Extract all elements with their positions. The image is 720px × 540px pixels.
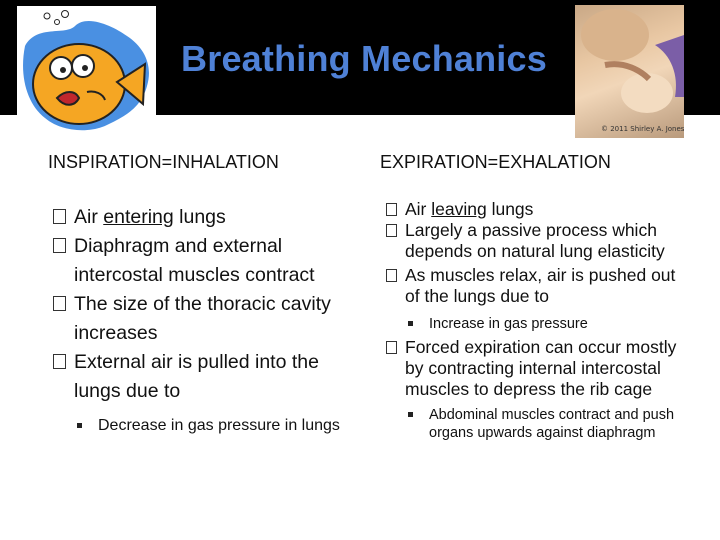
square-bullet-icon	[408, 321, 413, 326]
item-text: Forced expiration can occur mostly by contracting internal intercostal muscles to depress the rib cage	[405, 337, 677, 399]
item-text: Diaphragm and external intercostal muscles contract	[74, 235, 315, 286]
expiration-heading: EXPIRATION=EXHALATION	[380, 152, 611, 172]
fish-drawing	[17, 6, 156, 140]
square-bullet-icon	[408, 412, 413, 417]
sub-list-item	[405, 315, 690, 333]
checkbox-bullet-icon	[53, 209, 66, 224]
sub-list-item	[405, 406, 690, 442]
item-text: lungs	[486, 199, 534, 219]
slide-title: Breathing Mechanics	[181, 38, 547, 79]
expiration-list	[385, 199, 690, 442]
sub-item-text: Decrease in gas pressure in lungs	[98, 417, 340, 434]
item-text-underlined: leaving	[431, 199, 487, 219]
cpr-photo-drawing	[575, 5, 684, 138]
list-item	[385, 337, 690, 400]
inspiration-list	[52, 203, 342, 438]
list-item	[385, 199, 690, 220]
item-text: The size of the thoracic cavity increases	[74, 293, 331, 344]
photo-credit: © 2011 Shirley A. Jones	[601, 125, 684, 133]
sub-item-text: Abdominal muscles contract and push organs upwards against diaphragm	[429, 407, 675, 441]
item-text: As muscles relax, air is pushed out of the lungs due to	[405, 265, 676, 306]
square-bullet-icon	[77, 423, 82, 428]
item-text: External air is pulled into the lungs due to	[74, 351, 319, 402]
sub-item-text: Increase in gas pressure	[429, 316, 588, 332]
item-text: Air	[405, 199, 432, 219]
item-text: Air	[74, 206, 104, 228]
list-item	[385, 265, 690, 307]
checkbox-bullet-icon	[53, 238, 66, 253]
list-item	[52, 203, 342, 232]
cartoon-fish-image	[17, 6, 156, 140]
checkbox-bullet-icon	[53, 296, 66, 311]
checkbox-bullet-icon	[53, 354, 66, 369]
cpr-photo	[575, 5, 684, 138]
list-item	[52, 290, 342, 348]
sub-list-item	[74, 414, 342, 438]
list-item	[385, 220, 690, 262]
checkbox-bullet-icon	[386, 269, 397, 282]
item-text: lungs	[173, 206, 226, 228]
list-item	[52, 348, 342, 406]
item-text-underlined: entering	[103, 206, 174, 228]
list-item	[52, 232, 342, 290]
checkbox-bullet-icon	[386, 341, 397, 354]
checkbox-bullet-icon	[386, 203, 397, 216]
inspiration-heading: INSPIRATION=INHALATION	[48, 152, 279, 172]
checkbox-bullet-icon	[386, 224, 397, 237]
item-text: Largely a passive process which depends on natural lung elasticity	[405, 220, 665, 261]
